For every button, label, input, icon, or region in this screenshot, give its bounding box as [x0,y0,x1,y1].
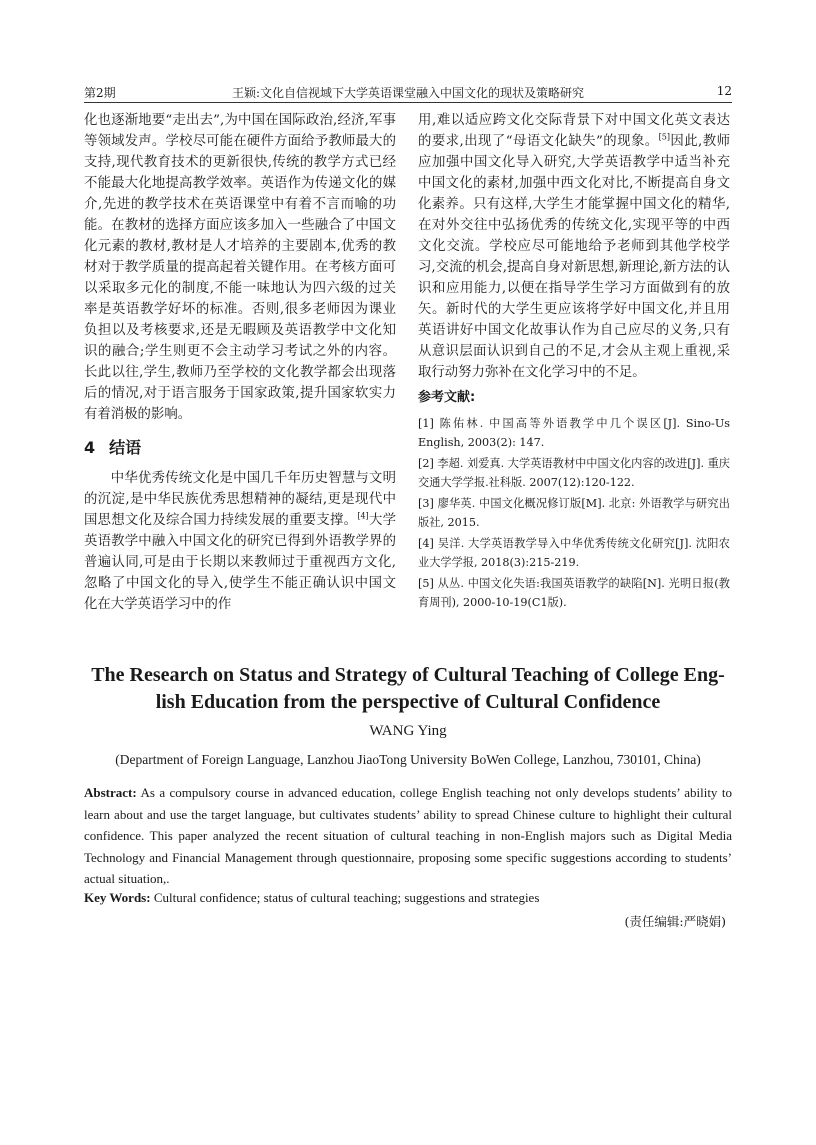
reference-item: [1] 陈佑林. 中国高等外语教学中几个误区[J]. Sino-Us English, 2003(2): 147. [418,417,730,449]
english-title-line: The Research on Status and Strategy of Cultural Teaching of College Eng- [91,664,725,686]
section-title: 结语 [109,438,142,457]
english-abstract [84,782,732,890]
page-header [84,82,732,103]
english-title [84,662,732,716]
english-title-line: lish Education from the perspective of Cultural Confidence [155,691,661,713]
paragraph-text: 因此,教师应加强中国文化导入研究,大学英语教学中适当补充中国文化的素材,加强中西文化对比,不断提高自身文化素养。只有这样,大学生才能掌握中国文化的精华,在对外交往中弘扬优秀的传统文化,实现平等的中西文化交流。学校应尽可能地给予老师到其他学校学习,交流的机会,提高自身对新思想,新理论,新方法的认识和应用能力,以便在指导学生学习方面做到有的放矢。新时代的大学生更应该将学好中国文化,并且用英语讲好中国文化故事认作为自己应尽的义务,只有从意识层面认识到自己的不足,才会从主观上重视,采取行动努力弥补在文化学习中的不足。 [418,134,730,380]
right-column [418,110,730,614]
abstract-label: Abstract: [84,785,137,800]
section-heading [84,437,396,458]
reference-item: [2] 李超. 刘爱真. 大学英语教材中中国文化内容的改进[J]. 重庆交通大学学报.社科版. 2007(12):120-122. [418,457,730,489]
paragraph-text: 用,难以适应跨文化交际背景下对中国文化英文表达的要求,出现了“母语文化缺失”的现象。 [418,113,730,149]
abstract-text: As a compulsory course in advanced education, college English teaching not only develops students’ ability to learn about and use the target language, but cultivates students’ ability to spread Chinese culture to highlight their cultural confidence. This paper analyzed the recent situation of cultural teaching in non-English majors such as Digital Media Technology and Financial Management through questionnaire, proposing some specific suggestions according to students’ actual situation,. [84,785,732,886]
editor-note: (责任编辑:严晓娟) [624,914,726,929]
keywords-text: Cultural confidence; status of cultural teaching; suggestions and strategies [153,890,540,905]
body-paragraph [84,468,396,615]
english-author: WANG Ying [369,723,447,739]
body-paragraph: 化也逐渐地要“走出去”,为中国在国际政治,经济,军事等领域发声。学校尽可能在硬件方面给予教师最大的支持,现代教育技术的更新很快,传统的教学方式已经不能最大化地提高教学效率。英语作为传递文化的媒介,先进的教学技术在英语课堂中有着不言而喻的功能。在教材的选择方面应该多加入一些融合了中国文化元素的教材,教材是人才培养的主要剧本,优秀的教材对于教学质量的提高起着关键作用。在考核方面可以采取多元化的制度,不能一味地认为四六级的过关率是英语教学好坏的标准。否则,很多老师因为课业负担以及考核要求,还是无暇顾及英语教学中文化知识的融合;学生则更不会主动学习考试之外的内容。长此以往,学生,教师乃至学校的文化教学都会出现落后的情况,对于语言服务于国家政策,提升国家软实力有着消极的影响。 [84,113,396,422]
paragraph-text: 中华优秀传统文化是中国几千年历史智慧与文明的沉淀,是中华民族优秀思想精神的凝结,更是现代中国思想文化及综合国力持续发展的重要支撑。 [84,471,396,528]
keywords-label: Key Words: [84,890,151,905]
page-number: 12 [716,84,732,98]
english-affiliation: (Department of Foreign Language, Lanzhou JiaoTong University BoWen College, Lanzhou, 730101, China) [115,752,701,767]
running-title: 王颖:文化自信视域下大学英语课堂融入中国文化的现状及策略研究 [231,86,585,100]
citation-marker: [5] [658,132,670,142]
paragraph-text: 大学英语教学中融入中国文化的研究已得到外语教学界的普遍认同,可是由于长期以来教师过于重视西方文化,忽略了中国文化的导入,使学生不能正确认识中国文化在大学英语学习中的作 [84,513,397,612]
reference-item: [4] 吴洋. 大学英语教学导入中华优秀传统文化研究[J]. 沈阳农业大学学报, 2018(3):215-219. [418,537,730,569]
left-column [84,110,396,615]
reference-item: [3] 廖华英. 中国文化概况修订版[M]. 北京: 外语教学与研究出版社, 2015. [418,497,730,529]
issue-number: 第2期 [84,86,116,100]
body-paragraph [418,110,730,383]
reference-item: [5] 从丛. 中国文化失语:我国英语教学的缺陷[N]. 光明日报(教育周刊), 2000-10-19(C1版). [418,577,730,609]
english-keywords [84,888,732,908]
references-title: 参考文献: [418,390,476,405]
citation-marker: [4] [357,511,369,521]
section-number: 4 [84,438,96,457]
